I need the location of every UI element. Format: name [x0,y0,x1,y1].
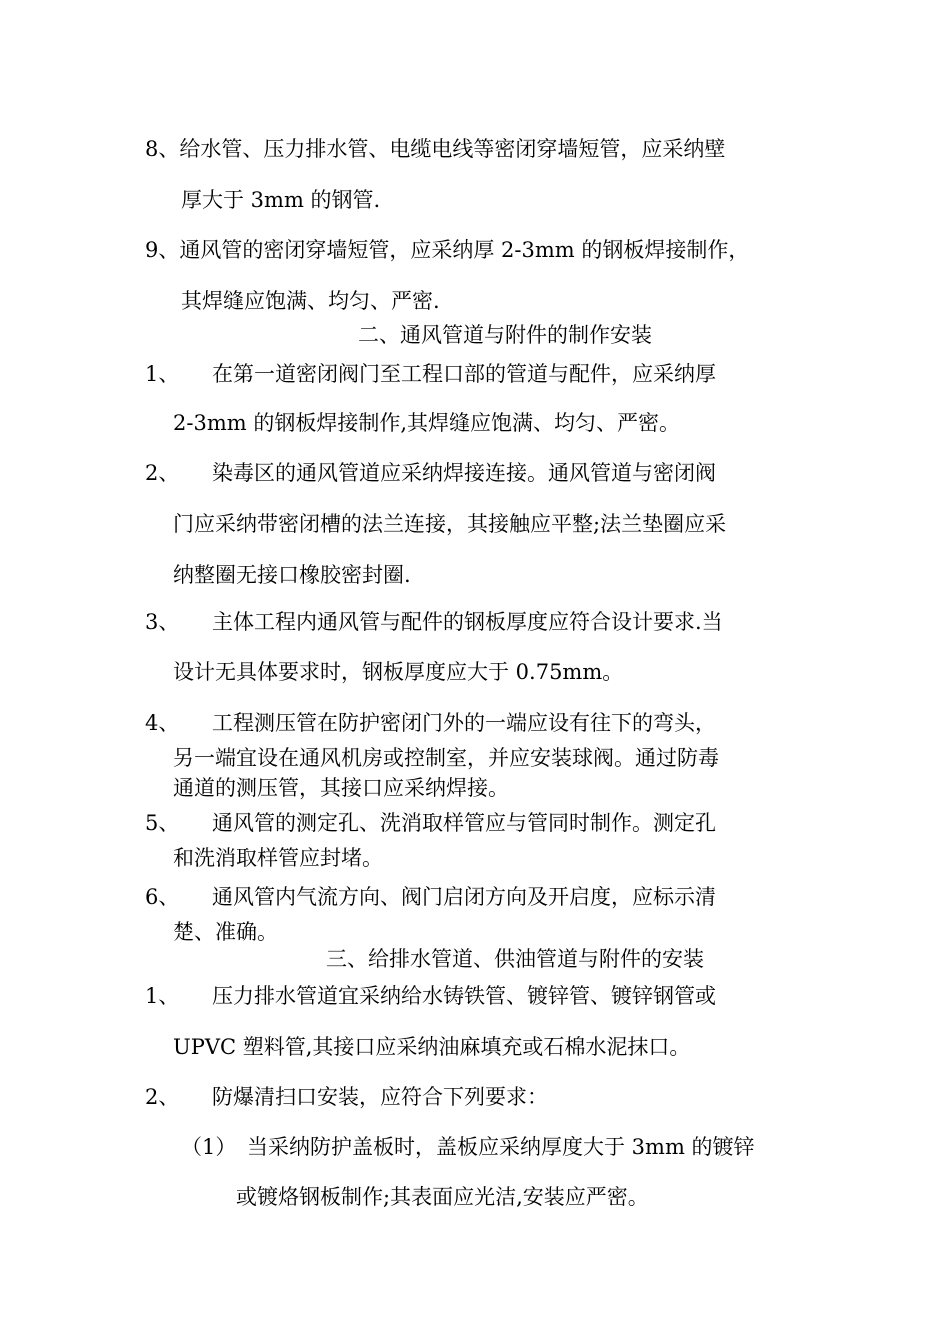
text-line: 和洗消取样管应封堵。 [173,846,383,870]
item-number: 1、 [145,984,180,1008]
text-line: 工程测压管在防护密闭门外的一端应设有往下的弯头， [212,711,716,735]
item-number: 4、 [145,711,180,735]
text-line: 设计无具体要求时，钢板厚度应大于 0.75mm。 [173,660,624,684]
sub-item-number: （1） [181,1135,237,1159]
text-line: 8、给水管、压力排水管、电缆电线等密闭穿墙短管，应采纳壁 [145,137,726,161]
text-line: 当采纳防护盖板时，盖板应采纳厚度大于 3mm 的镀锌 [247,1135,755,1159]
text-line: 9、通风管的密闭穿墙短管，应采纳厚 2-3mm 的钢板焊接制作， [145,238,750,262]
item-number: 1、 [145,362,180,386]
item-number: 3、 [145,610,180,634]
text-line: 纳整圈无接口橡胶密封圈. [173,563,411,587]
text-line: 防爆清扫口安装，应符合下列要求： [212,1085,548,1109]
text-line: 压力排水管道宜采纳给水铸铁管、镀锌管、镀锌钢管或 [212,984,716,1008]
text-line: 楚、准确。 [173,920,278,944]
text-line: 厚大于 3mm 的钢管. [181,188,381,212]
text-line: 主体工程内通风管与配件的钢板厚度应符合设计要求.当 [212,610,723,634]
text-line: 另一端宜设在通风机房或控制室，并应安装球阀。通过防毒 [173,746,719,770]
text-line: 或镀烙钢板制作;其表面应光洁,安装应严密。 [236,1185,649,1209]
text-line: 门应采纳带密闭槽的法兰连接，其接触应平整;法兰垫圈应采 [173,512,727,536]
item-number: 2、 [145,1085,180,1109]
text-line: 其焊缝应饱满、均匀、严密. [181,289,440,313]
text-line: 通风管内气流方向、阀门启闭方向及开启度，应标示清 [212,885,716,909]
section-heading: 三、给排水管道、供油管道与附件的安装 [326,947,704,971]
item-number: 5、 [145,811,180,835]
text-line: 2-3mm 的钢板焊接制作,其焊缝应饱满、均匀、严密。 [173,411,680,435]
text-line: 染毒区的通风管道应采纳焊接连接。通风管道与密闭阀 [212,461,716,485]
item-number: 2、 [145,461,180,485]
section-heading: 二、通风管道与附件的制作安装 [358,323,652,347]
text-line: 通道的测压管，其接口应采纳焊接。 [173,776,509,800]
text-line: 通风管的测定孔、洗消取样管应与管同时制作。测定孔 [212,811,716,835]
text-line: UPVC 塑料管,其接口应采纳油麻填充或石棉水泥抹口。 [173,1035,691,1059]
text-line: 在第一道密闭阀门至工程口部的管道与配件，应采纳厚 [212,362,716,386]
item-number: 6、 [145,885,180,909]
